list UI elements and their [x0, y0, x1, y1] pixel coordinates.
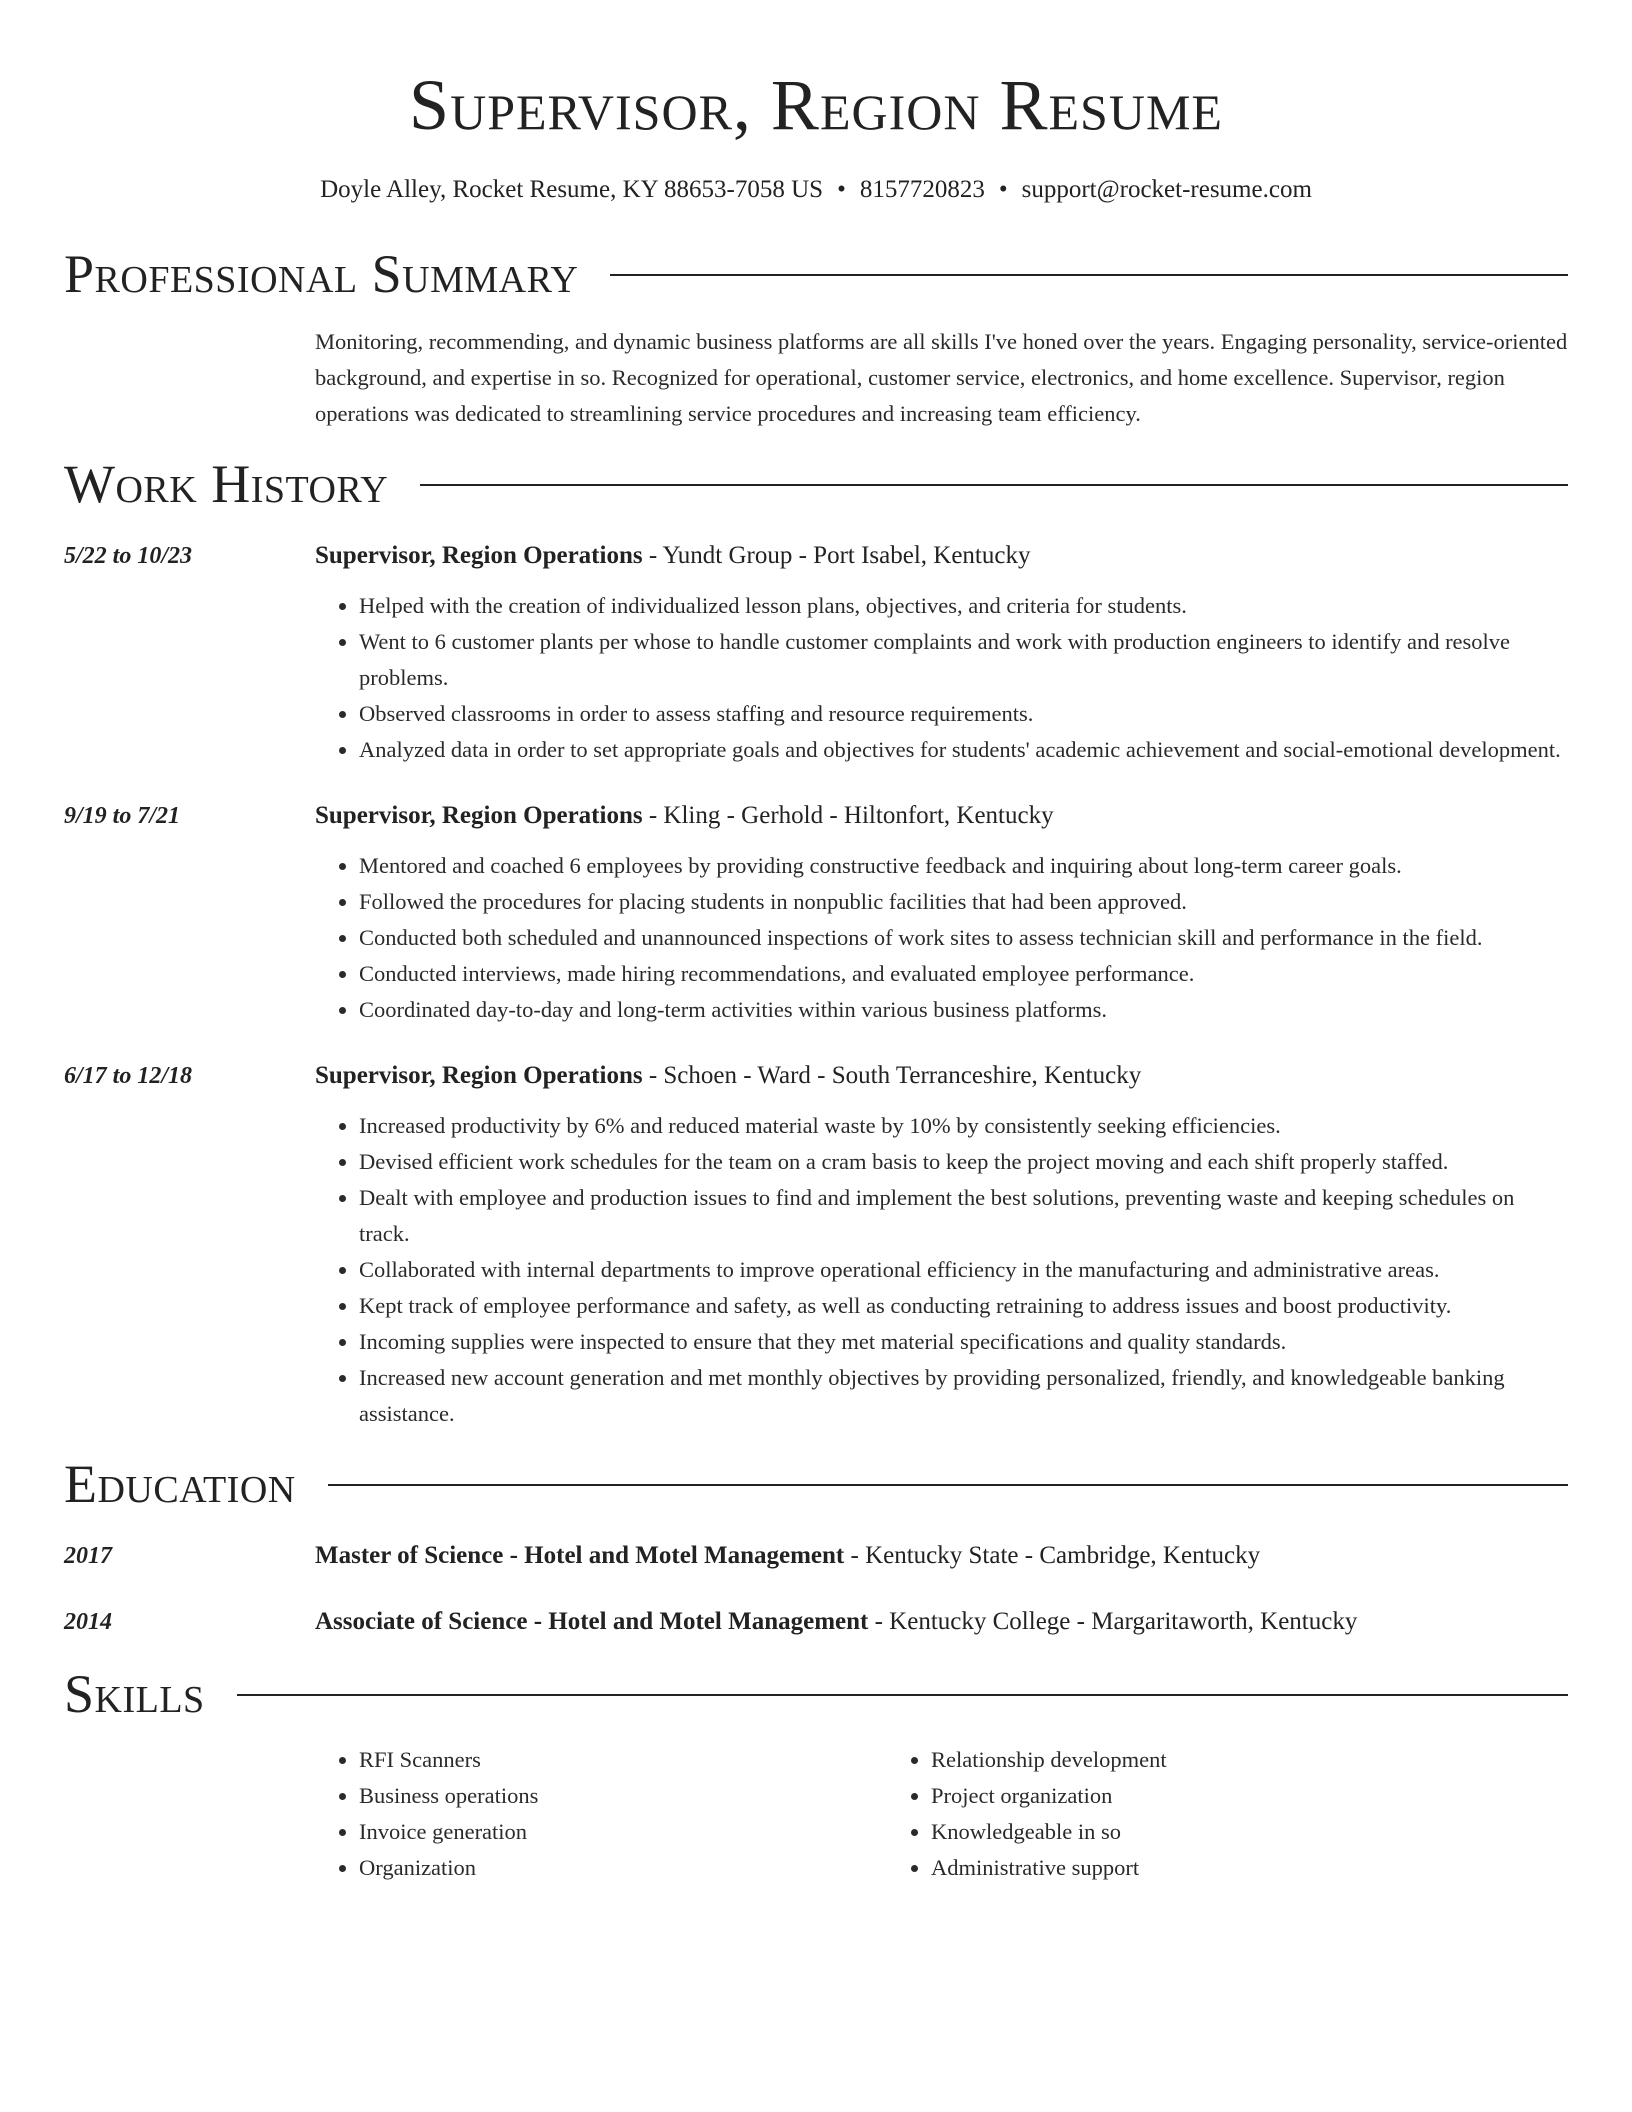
resume-header: [64, 0, 1568, 206]
work-entry-body: [315, 798, 1568, 1028]
contact-address: Doyle Alley, Rocket Resume, KY 88653-7058 US: [320, 176, 824, 203]
work-bullets: [315, 848, 1568, 1028]
work-bullet: • Incoming supplies were inspected to ensure that they met material specifications and quality standards.: [359, 1324, 1568, 1360]
skill-item: • Relationship development: [931, 1742, 1459, 1778]
education-title-line: [315, 1538, 1260, 1574]
work-bullet: • Helped with the creation of individualized lesson plans, objectives, and criteria for students.: [359, 588, 1568, 624]
skill-item: • Knowledgeable in so: [931, 1814, 1459, 1850]
skills-column-right: [887, 1742, 1459, 1886]
skill-item: • Organization: [359, 1850, 887, 1886]
work-bullets: [315, 1108, 1568, 1432]
job-details: - Schoen - Ward - South Terranceshire, Kentucky: [642, 1062, 1142, 1089]
work-history-list: [64, 538, 1568, 1432]
work-bullet: • Followed the procedures for placing students in nonpublic facilities that had been approved.: [359, 884, 1568, 920]
education-details: - Kentucky State - Cambridge, Kentucky: [844, 1542, 1261, 1569]
work-bullet: • Conducted both scheduled and unannounced inspections of work sites to assess technician skill and performance in the field.: [359, 920, 1568, 956]
section-divider: [237, 1694, 1568, 1696]
summary-section-title: Professional Summary: [64, 244, 579, 304]
job-title: Supervisor, Region Operations: [315, 1062, 643, 1089]
section-divider: [420, 484, 1568, 486]
work-bullet: • Increased new account generation and met monthly objectives by providing personalized, friendly, and knowledgeable banking assistance.: [359, 1360, 1568, 1432]
work-date: 5/22 to 10/23: [64, 543, 193, 569]
contact-email: support@rocket-resume.com: [1021, 176, 1312, 203]
contact-line: [64, 174, 1568, 206]
work-bullet: • Analyzed data in order to set appropriate goals and objectives for students' academic achievement and social-emotional development.: [359, 732, 1568, 768]
work-bullet: • Dealt with employee and production issues to find and implement the best solutions, preventing waste and keeping schedules on track.: [359, 1180, 1568, 1252]
work-entry: [64, 538, 1568, 768]
work-entry: [64, 798, 1568, 1028]
education-entry: [64, 1604, 1568, 1640]
education-date: 2017: [64, 1543, 112, 1569]
skill-item: • Administrative support: [931, 1850, 1459, 1886]
work-bullets: [315, 588, 1568, 768]
education-section-title: Education: [64, 1454, 296, 1514]
education-details: - Kentucky College - Margaritaworth, Kentucky: [868, 1608, 1358, 1635]
contact-separator: •: [998, 176, 1008, 203]
work-bullet: • Observed classrooms in order to assess staffing and resource requirements.: [359, 696, 1568, 732]
skill-item: • RFI Scanners: [359, 1742, 887, 1778]
skills-column-left: [315, 1742, 887, 1886]
work-title-line: [315, 798, 1568, 834]
education-section-heading: [64, 1452, 1568, 1516]
work-entry-body: [315, 1058, 1568, 1432]
work-bullet: • Devised efficient work schedules for the team on a cram basis to keep the project moving and each shift properly staffed.: [359, 1144, 1568, 1180]
work-entry: [64, 1058, 1568, 1432]
work-bullet: • Increased productivity by 6% and reduced material waste by 10% by consistently seeking efficiencies.: [359, 1108, 1568, 1144]
section-divider: [610, 274, 1568, 276]
section-divider: [328, 1484, 1568, 1486]
work-bullet: • Conducted interviews, made hiring recommendations, and evaluated employee performance.: [359, 956, 1568, 992]
work-bullet: • Kept track of employee performance and safety, as well as conducting retraining to address issues and boost productivity.: [359, 1288, 1568, 1324]
skills-list: [315, 1742, 1568, 1886]
work-date: 6/17 to 12/18: [64, 1063, 193, 1089]
work-title-line: [315, 538, 1568, 574]
work-date: 9/19 to 7/21: [64, 803, 181, 829]
work-bullet: • Mentored and coached 6 employees by providing constructive feedback and inquiring about long-term career goals.: [359, 848, 1568, 884]
work-bullet: • Coordinated day-to-day and long-term activities within various business platforms.: [359, 992, 1568, 1028]
skill-item: • Business operations: [359, 1778, 887, 1814]
resume-title: Supervisor, Region Resume: [409, 65, 1223, 145]
work-entry-body: [315, 538, 1568, 768]
contact-separator: •: [837, 176, 846, 203]
education-date: 2014: [64, 1609, 112, 1635]
work-bullet: • Collaborated with internal departments to improve operational efficiency in the manufacturing and administrative areas.: [359, 1252, 1568, 1288]
skills-section-heading: [64, 1662, 1568, 1726]
job-title: Supervisor, Region Operations: [315, 802, 643, 829]
degree-title: Associate of Science - Hotel and Motel Management: [315, 1608, 869, 1635]
work-section-title: Work History: [64, 454, 389, 514]
summary-section-heading: [64, 242, 1568, 306]
work-bullet: • Went to 6 customer plants per whose to handle customer complaints and work with production engineers to identify and resolve problems.: [359, 624, 1568, 696]
skill-item: • Project organization: [931, 1778, 1459, 1814]
contact-phone: 8157720823: [859, 176, 985, 203]
work-section-heading: [64, 452, 1568, 516]
work-title-line: [315, 1058, 1568, 1094]
job-details: - Yundt Group - Port Isabel, Kentucky: [642, 542, 1031, 569]
skills-section-title: Skills: [64, 1664, 205, 1724]
job-title: Supervisor, Region Operations: [315, 542, 643, 569]
education-title-line: [315, 1604, 1357, 1640]
summary-text: Monitoring, recommending, and dynamic business platforms are all skills I've honed over the years. Engaging personality, service-oriented background, and expertise in so. Recognized for operational, customer service, electronics, and home excellence. Supervisor, region operations was dedicated to streamlining service procedures and increasing team efficiency.: [315, 329, 1568, 426]
degree-title: Master of Science - Hotel and Motel Management: [315, 1542, 845, 1569]
skill-item: • Invoice generation: [359, 1814, 887, 1850]
job-details: - Kling - Gerhold - Hiltonfort, Kentucky: [642, 802, 1054, 829]
education-entry: [64, 1538, 1568, 1574]
